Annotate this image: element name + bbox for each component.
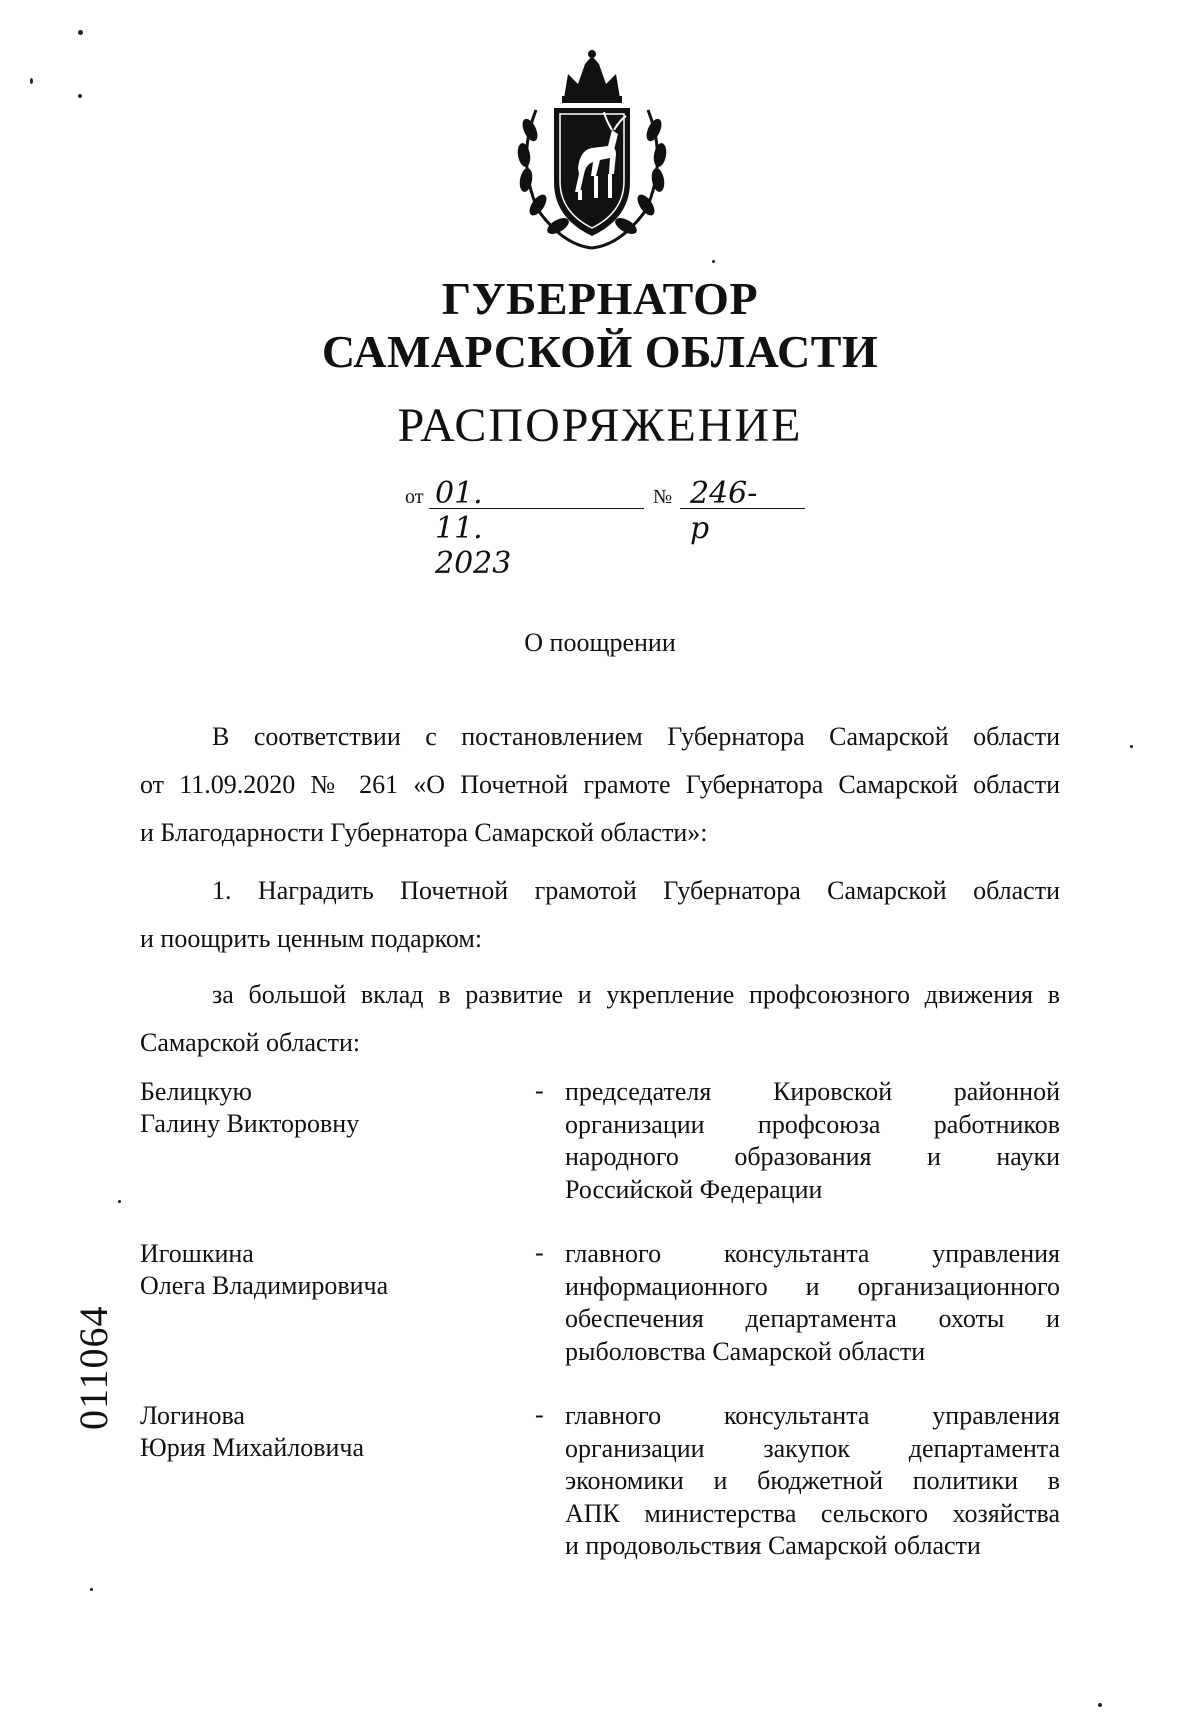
position-line: организации закупок департамента — [565, 1433, 1060, 1463]
position-line: председателя Кировской районной — [565, 1077, 1060, 1106]
organization-title: ГУБЕРНАТОР — [441, 273, 759, 324]
scan-speck — [78, 30, 83, 35]
position-line: обеспечения департамента охоты и — [565, 1304, 1060, 1333]
awardee-surname: Игошкина — [140, 1239, 254, 1268]
scan-speck — [78, 94, 82, 98]
position-line: и продовольствия Самарской области — [565, 1531, 981, 1560]
position-line: Российской Федерации — [565, 1174, 823, 1204]
position-line: народного образования и науки — [565, 1142, 1060, 1171]
side-serial-number: 011064 — [71, 1305, 116, 1430]
reason-line-2: Самарской области: — [140, 1028, 361, 1057]
preamble-line-1: В соответствии с постановлением Губернатора Самарской области — [212, 722, 1060, 751]
scan-speck — [30, 78, 33, 84]
scan-speck — [118, 1200, 121, 1203]
document-type: РАСПОРЯЖЕНИЕ — [397, 399, 803, 452]
scan-speck — [1130, 745, 1133, 748]
position-line: главного консультанта управления — [565, 1401, 1060, 1430]
position-line: главного консультанта управления — [565, 1239, 1060, 1268]
reason-line-1: за большой вклад в развитие и укрепление профсоюзного движения в — [212, 980, 1060, 1009]
scan-speck — [1098, 1703, 1102, 1707]
list-dash: - — [535, 1238, 544, 1267]
awardee-name — [140, 1076, 359, 1140]
awardee-surname: Белицкую — [140, 1077, 252, 1106]
awardee-given-name: Олега Владимировича — [140, 1271, 389, 1300]
awardee-position — [565, 1400, 1060, 1563]
list-dash: - — [535, 1076, 544, 1105]
awardee-name — [140, 1238, 388, 1302]
scan-speck — [712, 260, 715, 263]
item1-line-2: и поощрить ценным подарком: — [140, 924, 483, 953]
preamble-line-3: и Благодарности Губернатора Самарской области»: — [140, 818, 708, 847]
coat-of-arms-emblem — [508, 50, 676, 250]
awardee-given-name: Галину Викторовну — [140, 1109, 360, 1138]
awardee-position — [565, 1076, 1060, 1206]
position-line: информационного и организационного — [565, 1271, 1060, 1301]
date-value: 01. 11. 2023 — [435, 476, 512, 581]
scan-speck — [90, 1588, 93, 1591]
position-line: организации профсоюза работников — [565, 1109, 1060, 1139]
position-line: экономики и бюджетной политики в — [565, 1466, 1060, 1495]
number-label: № — [653, 486, 673, 508]
awardee-given-name: Юрия Михайловича — [140, 1433, 365, 1462]
awardee-position — [565, 1238, 1060, 1368]
list-dash: - — [535, 1400, 544, 1429]
awardee-surname: Логинова — [140, 1401, 245, 1430]
item1-line-1: 1. Наградить Почетной грамотой Губернатора Самарской области — [212, 876, 1060, 905]
position-line: АПК министерства сельского хозяйства — [565, 1498, 1060, 1528]
preamble-line-2: от 11.09.2020 № 261 «О Почетной грамоте Губернатора Самарской области — [140, 770, 1060, 799]
awardee-name — [140, 1400, 364, 1464]
document-subject: О поощрении — [524, 628, 676, 657]
position-line: рыболовства Самарской области — [565, 1336, 926, 1366]
organization-subtitle: САМАРСКОЙ ОБЛАСТИ — [321, 326, 879, 377]
number-value: 246-р — [690, 476, 758, 546]
date-label: от — [405, 486, 424, 508]
